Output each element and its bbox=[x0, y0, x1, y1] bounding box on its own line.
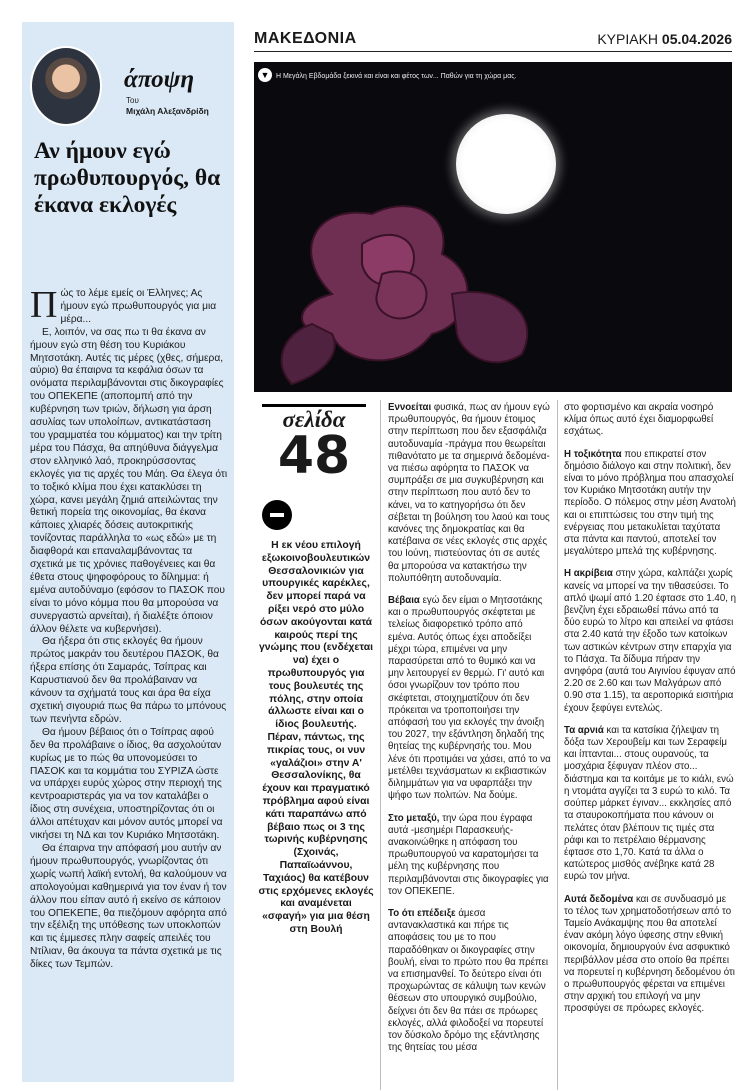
opinion-paragraph: Θα ήμουν βέβαιος ότι ο Τσίπρας αφού δεν θα προλάβαινε ο ίδιος, θα ασχολούταν κυρίως με το πώς θα υπονομεύσει το ΠΑΣΟΚ και τα κομμάτια του ΣΥΡΙΖΑ ώστε να υπάρχει ευρύς χώρος στην περιοχή της κεντροαριστεράς για να τον καταλάβει ο ίδιος στη συνέχεια, υποστηρίζοντας ότι οι άλλοι απέτυχαν και μόνον αυτός μπορεί να νικήσει τη ΝΔ και τον Κυριάκο Μητσοτάκη. bbox=[30, 726, 223, 842]
byline-prefix: Του bbox=[126, 96, 139, 105]
article-column-3 bbox=[564, 402, 736, 1026]
page-number: 48 bbox=[277, 426, 351, 486]
sidebar-text: Η εκ νέου επιλογή εξωκοινοβουλευτικών Θεσσαλονικιών για υπουργικές καρέκλες, δεν μπορεί παρά να ρίξει νερό στο μύλο όσων ακούγονται κατά καιρούς περί της γνώμης που (ενδέχεται να) έχει ο πρωθυπουργός για τους βουλευτές της πόλης, στην οποία άλλωστε είναι και ο ίδιος βουλευτής. Πέραν, πάντως, της πικρίας τους, οι νυν «γαλάζιοι» στην Α' Θεσσαλονίκης, θα έχουν και πραγματικό πρόβλημα αφού είναι κάτι παραπάνω από βέβαιο πως οι 3 της τωρινής κυβέρνησης (Σχοινάς, Παπαϊωάννου, Ταχιάος) θα κατέβουν στις ερχόμενες εκλογές και αναμένεται «σφαγή» για μια θέση στη Βουλή bbox=[258, 540, 374, 935]
column-paragraph: Το ότι επέδειξε άμεσα αντανακλαστικά και πήρε τις αποφάσεις του με το που παραδόθηκαν οι δικογραφίες στην βουλή, είναι το πρώτο που θα πρέπει να επισημανθεί. Το δεύτερο είναι ότι προχωρώντας σε κάλυψη των κενών θέσεων στο υπουργικό συμβούλιο, δείχνει ότι δεν θα πάει σε πρόωρες εκλογές, αλλά φιλοδοξεί να πορευτεί τον δύσκολο δρόμο της εξάντλησης της θητείας του μέσα bbox=[388, 907, 549, 1054]
opinion-paragraph: Πώς το λέμε εμείς οι Έλληνες; Ας ήμουν εγώ πρωθυπουργός για μια μέρα... bbox=[30, 284, 217, 326]
rose-silhouette bbox=[272, 184, 572, 392]
column-paragraph: Τα αρνιά και τα κατσίκια ζήλεψαν τη δόξα των Χερουβείμ και των Σεραφείμ και ίπτανται... στους ουρανούς, τα μοσχάρια ξέφυγαν πλέον στο... διάστημα και τα κοιτάμε με το κιάλι, ενώ η ντομάτα αγγίζει τα 3 ευρώ το κιλό. Τα σούπερ μάρκετ έγιναν... εκκλησίες από τα σταυροκοπήματα που κάνουν οι πελάτες όταν βλέπουν τις τιμές στα ράφι και το πετρέλαιο θέρμανσης έφτασε στο 1,70. Κατά τα άλλα ο κατώτερος μισθός ανέβηκε κατά 28 ευρώ τον μήνα. bbox=[564, 724, 734, 883]
minus-icon bbox=[262, 500, 292, 530]
article-headline: Αν ήμουν εγώ πρωθυπουργός, θα έκανα εκλογές bbox=[34, 138, 221, 218]
opinion-label: άποψη bbox=[124, 66, 195, 93]
opinion-column bbox=[22, 22, 234, 1082]
column-paragraph: στο φορτισμένο και ακραία νοσηρό κλίμα όπως αυτό έχει διαμορφωθεί εσχάτως. bbox=[564, 402, 714, 438]
author-avatar bbox=[30, 46, 102, 126]
column-paragraph: Στο μεταξύ, την ώρα που έγραφα αυτά -μεσημέρι Παρασκευής- ανακοινώθηκε η απόφαση του πρωθυπουργού να καρατομήσει τα μέλη της κυβέρνησης που περιλαμβάνονται στις δικογραφίες για τον ΟΠΕΚΕΠΕ. bbox=[388, 812, 549, 897]
column-divider bbox=[380, 400, 381, 1090]
article-column-2 bbox=[388, 402, 552, 1064]
column-paragraph: Βέβαια εγώ δεν είμαι ο Μητσοτάκης και ο πρωθυπουργός σκέφτεται με τελείως διαφορετικό τρόπο από εμένα. Αυτός όπως έχει αποδείξει μέχρι τώρα, επιμένει να μην παρασύρεται από το θυμικό και να μην λειτουργεί εν θερμώ. Γι' αυτό και όσοι γνωρίζουν τον τρόπο που σκέφτεται, στοιχηματίζουν ότι δεν πρόκειται να τροποποιήσει την απόφασή του για εκλογές την άνοιξη του 2027, την εξάντληση δηλαδή της θητείας της κυβέρνησής του. Μου λένε ότι προτιμάει να χάσει, από το να μετέλθει τεχνάσματων κι εκβιαστικών διλημμάτων για να υφαρπάξει την ψήφο των πολιτών. Να δούμε. bbox=[388, 595, 551, 802]
column-divider bbox=[557, 400, 558, 1090]
article-photo bbox=[254, 62, 732, 392]
opinion-body bbox=[30, 284, 228, 972]
opinion-paragraph: Θα έπαιρνα την απόφασή μου αυτήν αν ήμουν πρωθυπουργός, γνωρίζοντας ότι χωρίς νωπή λαϊκή εντολή, θα καλούμουν να απολογούμαι καθημερινά για τον έναν ή τον άλλον που είπαν αυτό ή εκείνο σε κάποιον του ΟΠΕΚΕΠΕ, θα πιεζόμουν αφόρητα από την εξέλιξη της υπόθεσης των υποκλοπών και τις έμμεσες πλην σαφείς απειλές του Ντίλιαν, θα άκουγα τα πάντα σχετικά με τις δίκες των Τεμπών. bbox=[30, 842, 227, 971]
column-paragraph: Η ακρίβεια στην χώρα, καλπάζει χωρίς κανείς να μπορεί να την τιθασεύσει. Το απλό ψωμί από 1.20 έφτασε στο 1.40, η βενζίνη έχει εδραιωθεί πάνω από τα δύο ευρώ το λίτρο και απειλεί να φτάσει στα 2.40 κατά την έξοδο των κατοίκων των αστικών κέντρων στην επαρχία για το Πάσχα. Τα δίδυμα πήραν την ανηφόρα (αυτά του Αιγινίου έφυγαν από 2.20 σε 2.60 και των Μαλγάρων από 0.90 στα 1.15), τα αεροπορικά εισιτήρια έχουν ξεφύγει εντελώς. bbox=[564, 568, 736, 714]
column-paragraph: Αυτά δεδομένα και σε συνδυασμό με το τέλος των χρηματοδοτήσεων από το Ταμείο Ανάκαμψης που θα αποτελεί έναν ακόμη λόγο ύφεσης στην εθνική οικονομία, δημιουργούν ένα ασφυκτικό περιβάλλον μέσα στο οποίο θα πρέπει να πορευτεί η κυβέρνηση δεδομένου ότι ο πρωθυπουργός φέρεται να επιμένει στην αρχική του επιλογή να μην προσφύγει σε πρόωρες εκλογές. bbox=[564, 893, 735, 1015]
newspaper-name: ΜΑΚΕΔΟΝΙΑ bbox=[254, 30, 357, 47]
column-paragraph: Η τοξικότητα που επικρατεί στον δημόσιο διάλογο και στην πολιτική, δεν είναι το μόνο πρόβλημα που απασχολεί τον Κυριάκο Μητσοτάκη αυτήν την περίοδο. Ο πόλεμος στην μέση Ανατολή και οι επιπτώσεις του στην τιμή της ενέργειας που μετακυλίεται ταχύτατα στα πάντα και παντού, αποτελεί τον μεγαλύτερο μπελά της κυβέρνησης. bbox=[564, 448, 736, 558]
page-48-sidebar bbox=[258, 400, 374, 1090]
issue-date: ΚΥΡΙΑΚΗ 05.04.2026 bbox=[597, 31, 732, 47]
opinion-header bbox=[22, 22, 234, 116]
page-label: σελίδα bbox=[262, 404, 366, 433]
column-paragraph: Εννοείται φυσικά, πως αν ήμουν εγώ πρωθυπουργός, θα ήμουν έτοιμος στην περίπτωση που δεν εξασφάλιζα αυτοδυναμία -πράγμα που θεωρείται πιθανότατο με τα σημερινά δεδομένα- να πιέσω αφόρητα το ΠΑΣΟΚ να συμπράξει σε μια συγκυβέρνηση και στην περίπτωση που αυτό δεν το κάνει, να το κατηγορήσω ότι δεν σέβεται τη βούληση του λαού και τους κανόνες της δημοκρατίας και θα κατέβαινα σε νέες εκλογές στις αρχές του Ιούνη, πιστεύοντας ότι σε αυτές θα μπορούσα να κατακτήσω την πολυπόθητη αυτοδυναμία. bbox=[388, 402, 550, 584]
opinion-paragraph: Ε, λοιπόν, να σας πω τι θα έκανα αν ήμουν εγώ στη θέση του Κυριάκου Μητσοτάκη. Αυτές τις μέρες (χθες, σήμερα, αύριο) θα έπαιρνα τα κεφάλια όσων τα ονόματα περιλαμβάνονται στις δικογραφίες του ΟΠΕΚΕΠΕ (αποπομπή από την κυβέρνηση των τριών, δήλωση για άρση ασυλίας των υπολοίπων, αντικατάσταση του γραμματέα του κόμματος) και την τρίτη μέρα του Πάσχα, θα απηύθυνα διάγγελμα στον ελληνικό λαό, προκηρύσσοντας εκλογές για τις αρχές του Μάη. Θα έλεγα ότι το τοξικό κλίμα που έχει κατακλύσει τη χώρα, κανει μεγάλη ζημιά απειλώντας την θετική πορεία της οικονομίας, θα έκανα κάποιες χλιαρές δόσεις αυτοκριτικής τονίζοντας παράλληλα το «ως εδώ» με τη διαφθορά και επαναλαμβάνοντας τα σχετικά με τις χρόνιες παθογένειες και θα έθετα στους ψηφοφόρους το δίλημμα: ή εμένα αυτοδύναμο (εφόσον το ΠΑΣΟΚ που είναι το μόνο κόμμα που θα μπορούσα να συνεργαστώ αρνείται), ή διαλέξτε όποιον άλλον θέλετε να κυβερνήσει). bbox=[30, 326, 228, 635]
author-name: Μιχάλη Αλεξανδρίδη bbox=[126, 106, 209, 116]
photo-caption: Η Μεγάλη Εβδομάδα ξεκινά και είναι και φέτος των... Παθών για τη χώρα μας. bbox=[276, 73, 517, 80]
caption-triangle-icon: ▼ bbox=[258, 68, 272, 82]
masthead bbox=[254, 30, 732, 52]
opinion-paragraph: Θα ήξερα ότι στις εκλογές θα ήμουν πρώτος μακράν του δευτέρου ΠΑΣΟΚ, θα ήξερα επίσης ότι Σαμαράς, Τσίπρας και Καρυστιανού δεν θα προλάβαιναν να κάνουν τα σχήματά τους και άρα θα είχα σχετική σιγουριά πως θα πάρω το μπόνους των πενήντα εδρών. bbox=[30, 636, 227, 725]
drop-cap: Π bbox=[30, 284, 58, 326]
